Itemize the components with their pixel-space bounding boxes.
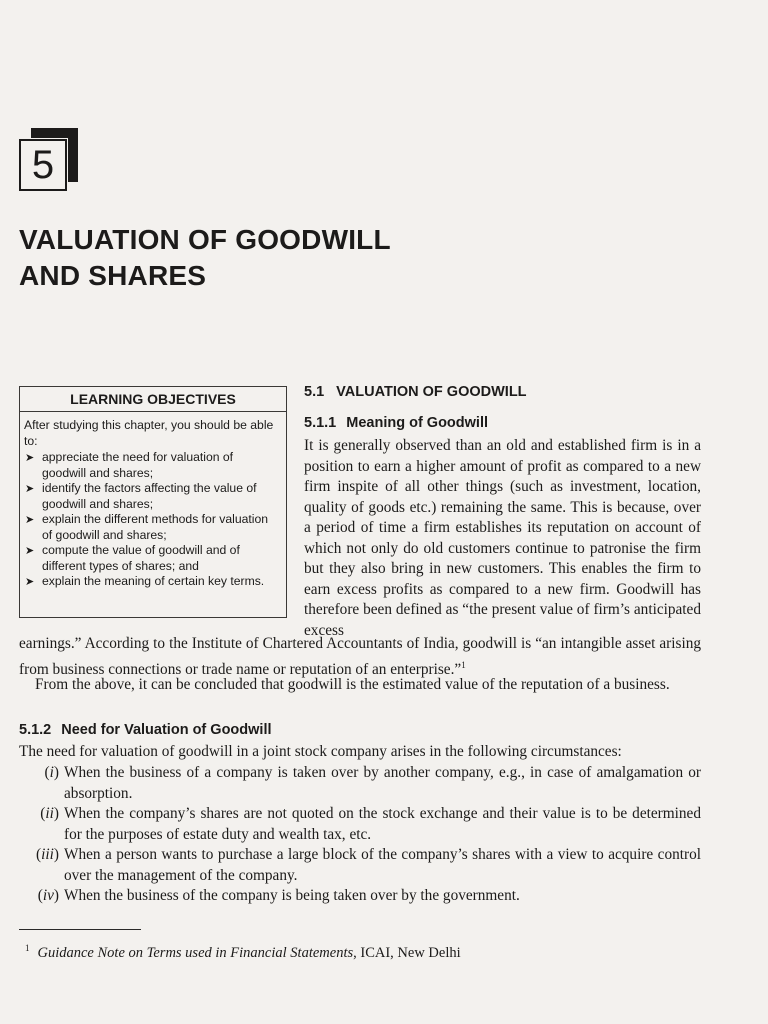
list-number: (iii) <box>36 846 59 863</box>
list-item <box>24 481 280 512</box>
circumstances-list <box>19 763 701 907</box>
footnote-divider <box>19 929 141 930</box>
list-item <box>24 512 280 543</box>
roman-numeral: iii <box>41 846 54 863</box>
learning-objectives-title: LEARNING OBJECTIVES <box>20 389 286 412</box>
footnote-source: , ICAI, New Delhi <box>353 945 461 961</box>
section-heading <box>304 384 527 400</box>
roman-numeral: iv <box>42 887 54 904</box>
list-item-text: When the company’s shares are not quoted on the stock exchange and their value is to be determined for the purposes of estate duty and wealth tax, etc. <box>64 805 701 843</box>
roman-numeral: i <box>49 764 54 781</box>
list-item <box>24 574 280 590</box>
section-number: 5.1 <box>304 384 325 400</box>
list-item <box>19 763 701 804</box>
arrow-bullet-icon: ➤ <box>25 545 35 557</box>
chapter-box-shadow <box>68 128 78 182</box>
subsection-title: Meaning of Goodwill <box>346 415 489 431</box>
paragraph: The need for valuation of goodwill in a joint stock company arises in the following circumstances: <box>19 743 622 760</box>
footnote <box>25 938 461 963</box>
list-number: (ii) <box>40 805 59 822</box>
chapter-title <box>19 222 539 294</box>
list-item-text: When the business of the company is being taken over by the government. <box>64 887 520 904</box>
subsection-number: 5.1.2 <box>19 722 52 738</box>
paragraph <box>19 634 701 680</box>
paragraph: It is generally observed than an old and established firm is in a position to earn a higher amount of profit as compared to a new firm inspite of all other things (such as investment, location, quality of goods etc.) remaining the same. This is because, over a period of time a firm establishes its reputation on account of which not only do old customers continue to patronise the firm but they also bring in new customers. This enables the firm to earn excess profits as compared to a new firm. Goodwill has therefore been defined as “the present value of firm’s anticipated excess <box>304 437 701 639</box>
arrow-bullet-icon: ➤ <box>25 483 35 495</box>
list-number: (i) <box>44 764 59 781</box>
objective-text: identify the factors affecting the value of goodwill and shares; <box>42 481 257 511</box>
paragraph: From the above, it can be concluded that goodwill is the estimated value of the reputation of a business. <box>35 676 670 693</box>
footnote-reference: 1 <box>461 659 466 670</box>
roman-numeral: ii <box>45 805 54 822</box>
list-item <box>24 543 280 574</box>
subsection-heading <box>19 722 272 738</box>
footnote-marker: 1 <box>25 943 30 953</box>
subsection-heading <box>304 415 488 431</box>
chapter-title-line: AND SHARES <box>19 260 207 291</box>
learning-objectives-box <box>19 386 287 618</box>
paragraph-text: earnings.” According to the Institute of Chartered Accountants of India, goodwill is “an intangible asset arising from business connections or trade name or reputation of an enterprise.” <box>19 635 701 678</box>
arrow-bullet-icon: ➤ <box>25 452 35 464</box>
learning-objectives-intro: After studying this chapter, you should be able to: <box>24 418 274 448</box>
objective-text: explain the meaning of certain key terms. <box>42 574 265 588</box>
list-item-text: When the business of a company is taken over by another company, e.g., in case of amalgamation or absorption. <box>64 764 701 802</box>
arrow-bullet-icon: ➤ <box>25 514 35 526</box>
list-item-text: When a person wants to purchase a large block of the company’s shares with a view to acquire control over the management of the company. <box>64 846 701 884</box>
list-item <box>24 450 280 481</box>
learning-objectives-list <box>24 450 280 590</box>
list-item <box>19 804 701 845</box>
objective-text: compute the value of goodwill and of different types of shares; and <box>42 543 240 573</box>
objective-text: appreciate the need for valuation of goodwill and shares; <box>42 450 234 480</box>
arrow-bullet-icon: ➤ <box>25 576 35 588</box>
list-item <box>19 886 701 907</box>
chapter-number: 5 <box>19 139 67 191</box>
footnote-title: Guidance Note on Terms used in Financial Statements <box>37 945 354 961</box>
subsection-number: 5.1.1 <box>304 415 337 431</box>
objective-text: explain the different methods for valuation of goodwill and shares; <box>42 512 269 542</box>
section-title: VALUATION OF GOODWILL <box>336 384 527 400</box>
list-item <box>19 845 701 886</box>
list-number: (iv) <box>37 887 59 904</box>
subsection-title: Need for Valuation of Goodwill <box>61 722 272 738</box>
chapter-title-line: VALUATION OF GOODWILL <box>19 224 391 255</box>
